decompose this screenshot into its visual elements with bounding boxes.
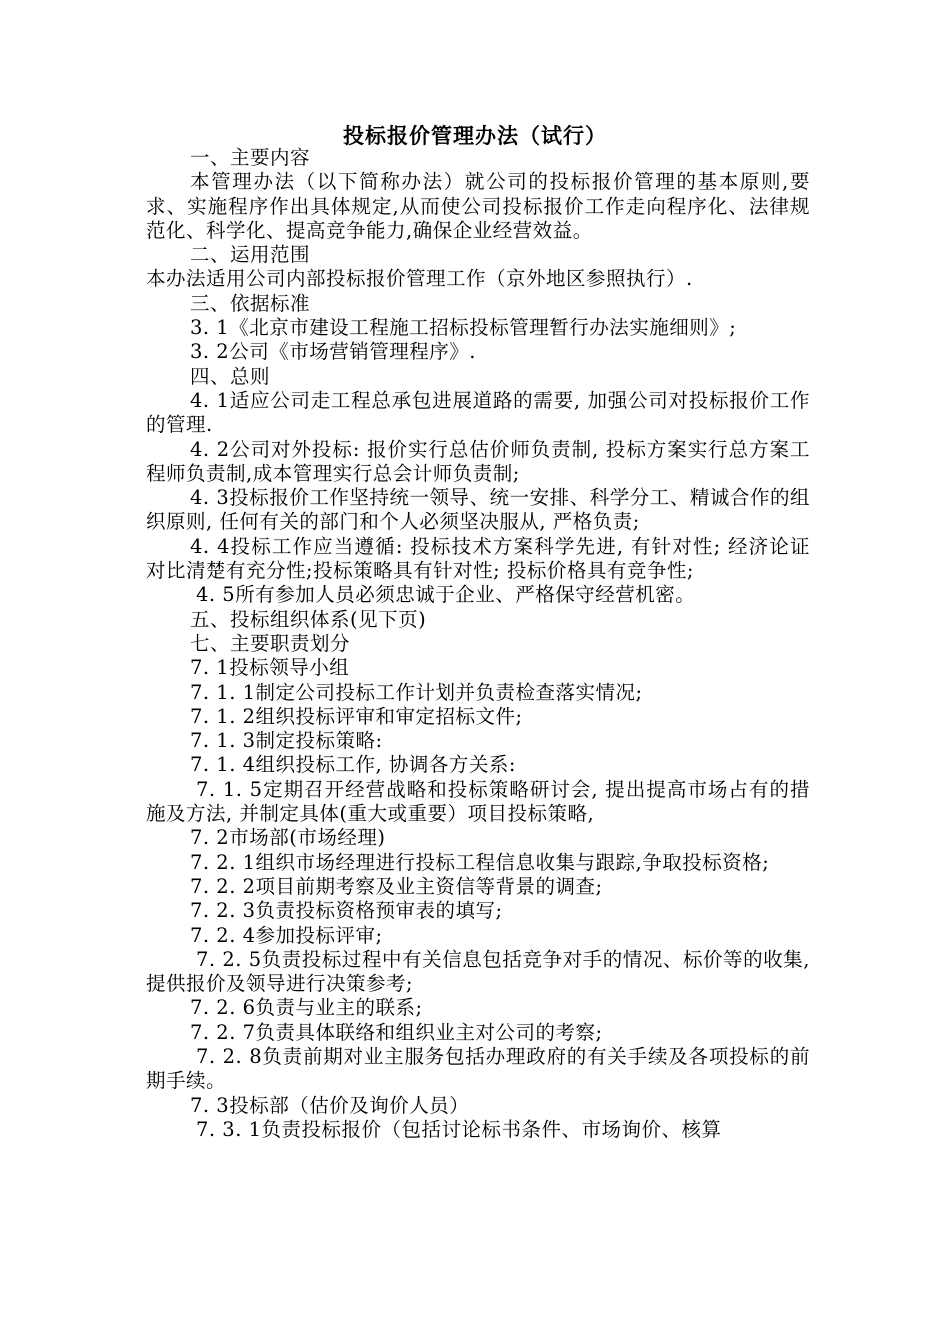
list-item: 7. 2. 2项目前期考察及业主资信等背景的调查; — [190, 874, 603, 898]
list-item: 7. 2. 1组织市场经理进行投标工程信息收集与跟踪,争取投标资格; — [190, 850, 770, 874]
subsection-heading: 7. 1投标领导小组 — [190, 656, 350, 680]
list-item: 7. 2. 4参加投标评审; — [190, 923, 383, 947]
paragraph: 4. 4投标工作应当遵循: 投标技术方案科学先进, 有针对性; 经济论证对比清楚有充分性;投标策略具有针对性; 投标价格具有竞争性; — [146, 534, 810, 583]
section-heading: 七、主要职责划分 — [190, 631, 351, 655]
subsection-heading: 7. 3投标部（估价及询价人员） — [190, 1093, 470, 1117]
paragraph: 3. 1《北京市建设工程施工招标投标管理暂行办法实施细则》; — [190, 316, 737, 340]
subsection-heading: 7. 2市场部(市场经理) — [190, 826, 386, 850]
list-item: 7. 1. 1制定公司投标工作计划并负责检查落实情况; — [190, 680, 643, 704]
section-heading: 二、运用范围 — [190, 243, 311, 267]
paragraph: 4. 2公司对外投标: 报价实行总估价师负责制, 投标方案实行总方案工程师负责制,成本管理实行总会计师负责制; — [146, 437, 810, 485]
paragraph: 3. 2公司《市场营销管理程序》. — [190, 340, 476, 364]
section-heading: 五、投标组织体系(见下页) — [190, 607, 427, 631]
section-heading: 三、依据标准 — [190, 291, 311, 315]
paragraph: 4. 1适应公司走工程总承包进展道路的需要, 加强公司对投标报价工作的管理. — [146, 388, 810, 437]
list-item: 7. 2. 8负责前期对业主服务包括办理政府的有关手续及各项投标的前期手续。 — [146, 1044, 810, 1093]
list-item: 7. 1. 4组织投标工作, 协调各方关系: — [190, 753, 516, 777]
document-body — [146, 146, 810, 1142]
list-item: 7. 1. 2组织投标评审和审定招标文件; — [190, 704, 523, 728]
paragraph: 4. 3投标报价工作坚持统一领导、统一安排、科学分工、精诚合作的组织原则, 任何有关的部门和个人必须坚决服从, 严格负责; — [146, 486, 810, 534]
list-item: 7. 1. 3制定投标策略: — [190, 729, 383, 753]
paragraph: 本办法适用公司内部投标报价管理工作（京外地区参照执行）. — [146, 267, 693, 291]
section-heading: 一、主要内容 — [190, 146, 311, 169]
list-item: 7. 1. 5定期召开经营战略和投标策略研讨会, 提出提高市场占有的措施及方法, 并制定具体(重大或重要）项目投标策略, — [146, 777, 810, 826]
paragraph: 4. 5所有参加人员必须忠诚于企业、严格保守经营机密。 — [196, 583, 696, 607]
paragraph: 本管理办法（以下简称办法）就公司的投标报价管理的基本原则,要求、实施程序作出具体规定,从而使公司投标报价工作走向程序化、法律规范化、科学化、提高竞争能力,确保企业经营效益。 — [146, 170, 810, 242]
section-heading: 四、总则 — [190, 364, 271, 388]
list-item: 7. 2. 6负责与业主的联系; — [190, 996, 423, 1020]
list-item: 7. 2. 5负责投标过程中有关信息包括竞争对手的情况、标价等的收集, 提供报价及领导进行决策参考; — [146, 947, 810, 996]
list-item: 7. 3. 1负责投标报价（包括讨论标书条件、市场询价、核算 — [196, 1117, 722, 1141]
list-item: 7. 2. 3负责投标资格预审表的填写; — [190, 899, 503, 923]
document-title: 投标报价管理办法（试行） — [343, 123, 607, 148]
list-item: 7. 2. 7负责具体联络和组织业主对公司的考察; — [190, 1020, 603, 1044]
